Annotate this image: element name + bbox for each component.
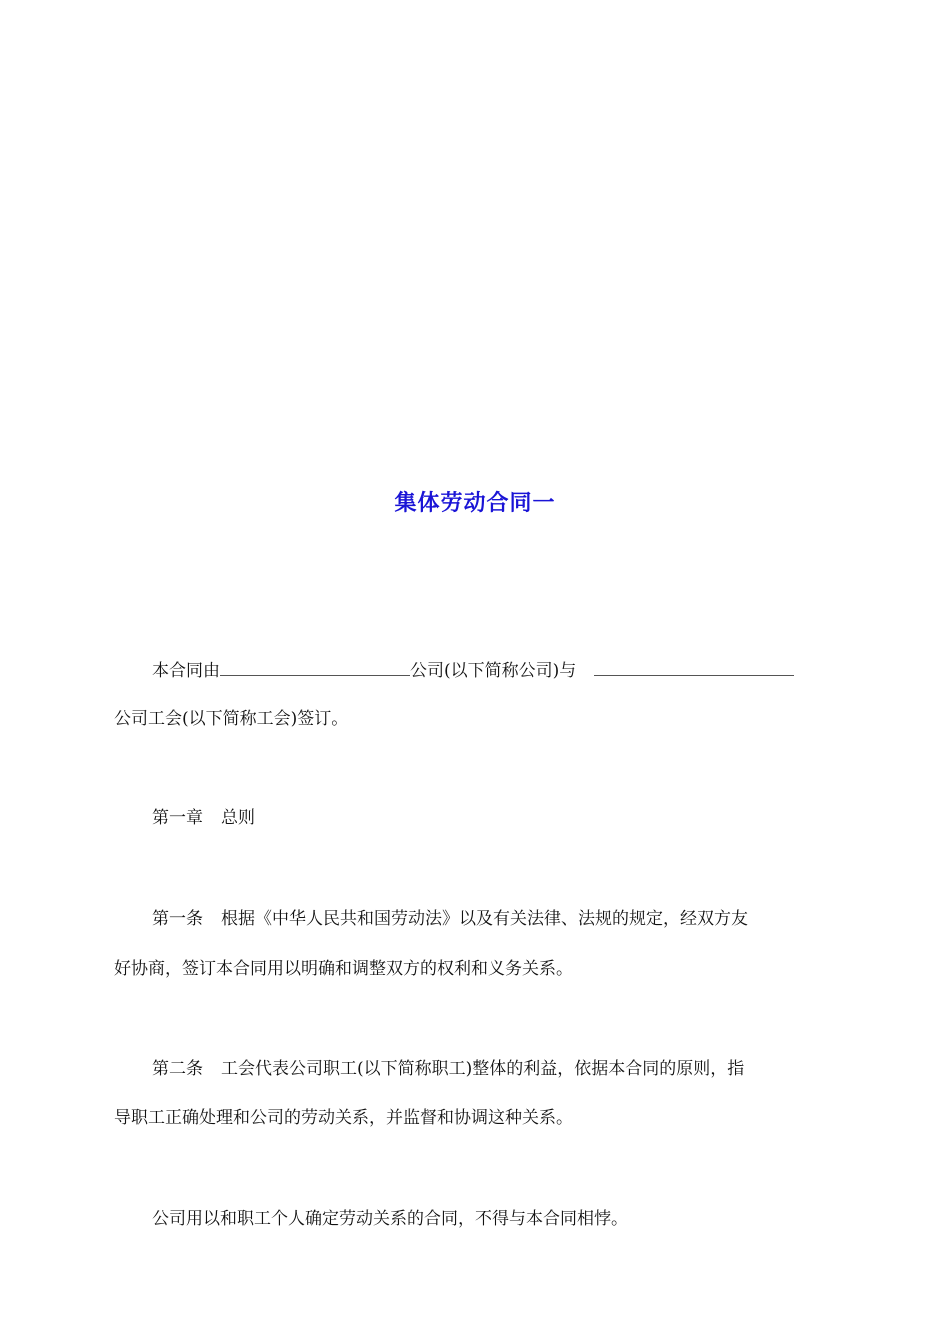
article-1-label: 第一条 [152, 909, 203, 929]
article-2-text: 工会代表公司职工(以下简称职工)整体的利益，依据本合同的原则，指 [221, 1059, 745, 1079]
intro-line-1 [152, 657, 794, 683]
intro-text-start: 本合同由 [152, 661, 220, 681]
article-1-line-2: 好协商，签订本合同用以明确和调整双方的权利和义务关系。 [114, 959, 573, 979]
paragraph-3: 公司用以和职工个人确定劳动关系的合同，不得与本合同相悖。 [152, 1209, 628, 1229]
article-2-line-2: 导职工正确处理和公司的劳动关系，并监督和协调这种关系。 [114, 1108, 573, 1128]
intro-line-2: 公司工会(以下简称工会)签订。 [114, 709, 349, 729]
chapter-heading [152, 806, 255, 830]
intro-text-middle: 公司(以下简称公司)与 [410, 661, 577, 681]
document-title: 集体劳动合同一 [394, 491, 556, 516]
company-name-blank[interactable] [220, 657, 410, 676]
article-1-line-1 [152, 907, 748, 931]
chapter-name: 总则 [221, 808, 255, 828]
chapter-label: 第一章 [152, 808, 203, 828]
article-2-line-1 [152, 1057, 744, 1081]
article-2-label: 第二条 [152, 1059, 203, 1079]
union-name-blank[interactable] [594, 657, 794, 676]
article-1-text: 根据《中华人民共和国劳动法》以及有关法律、法规的规定，经双方友 [221, 909, 748, 929]
